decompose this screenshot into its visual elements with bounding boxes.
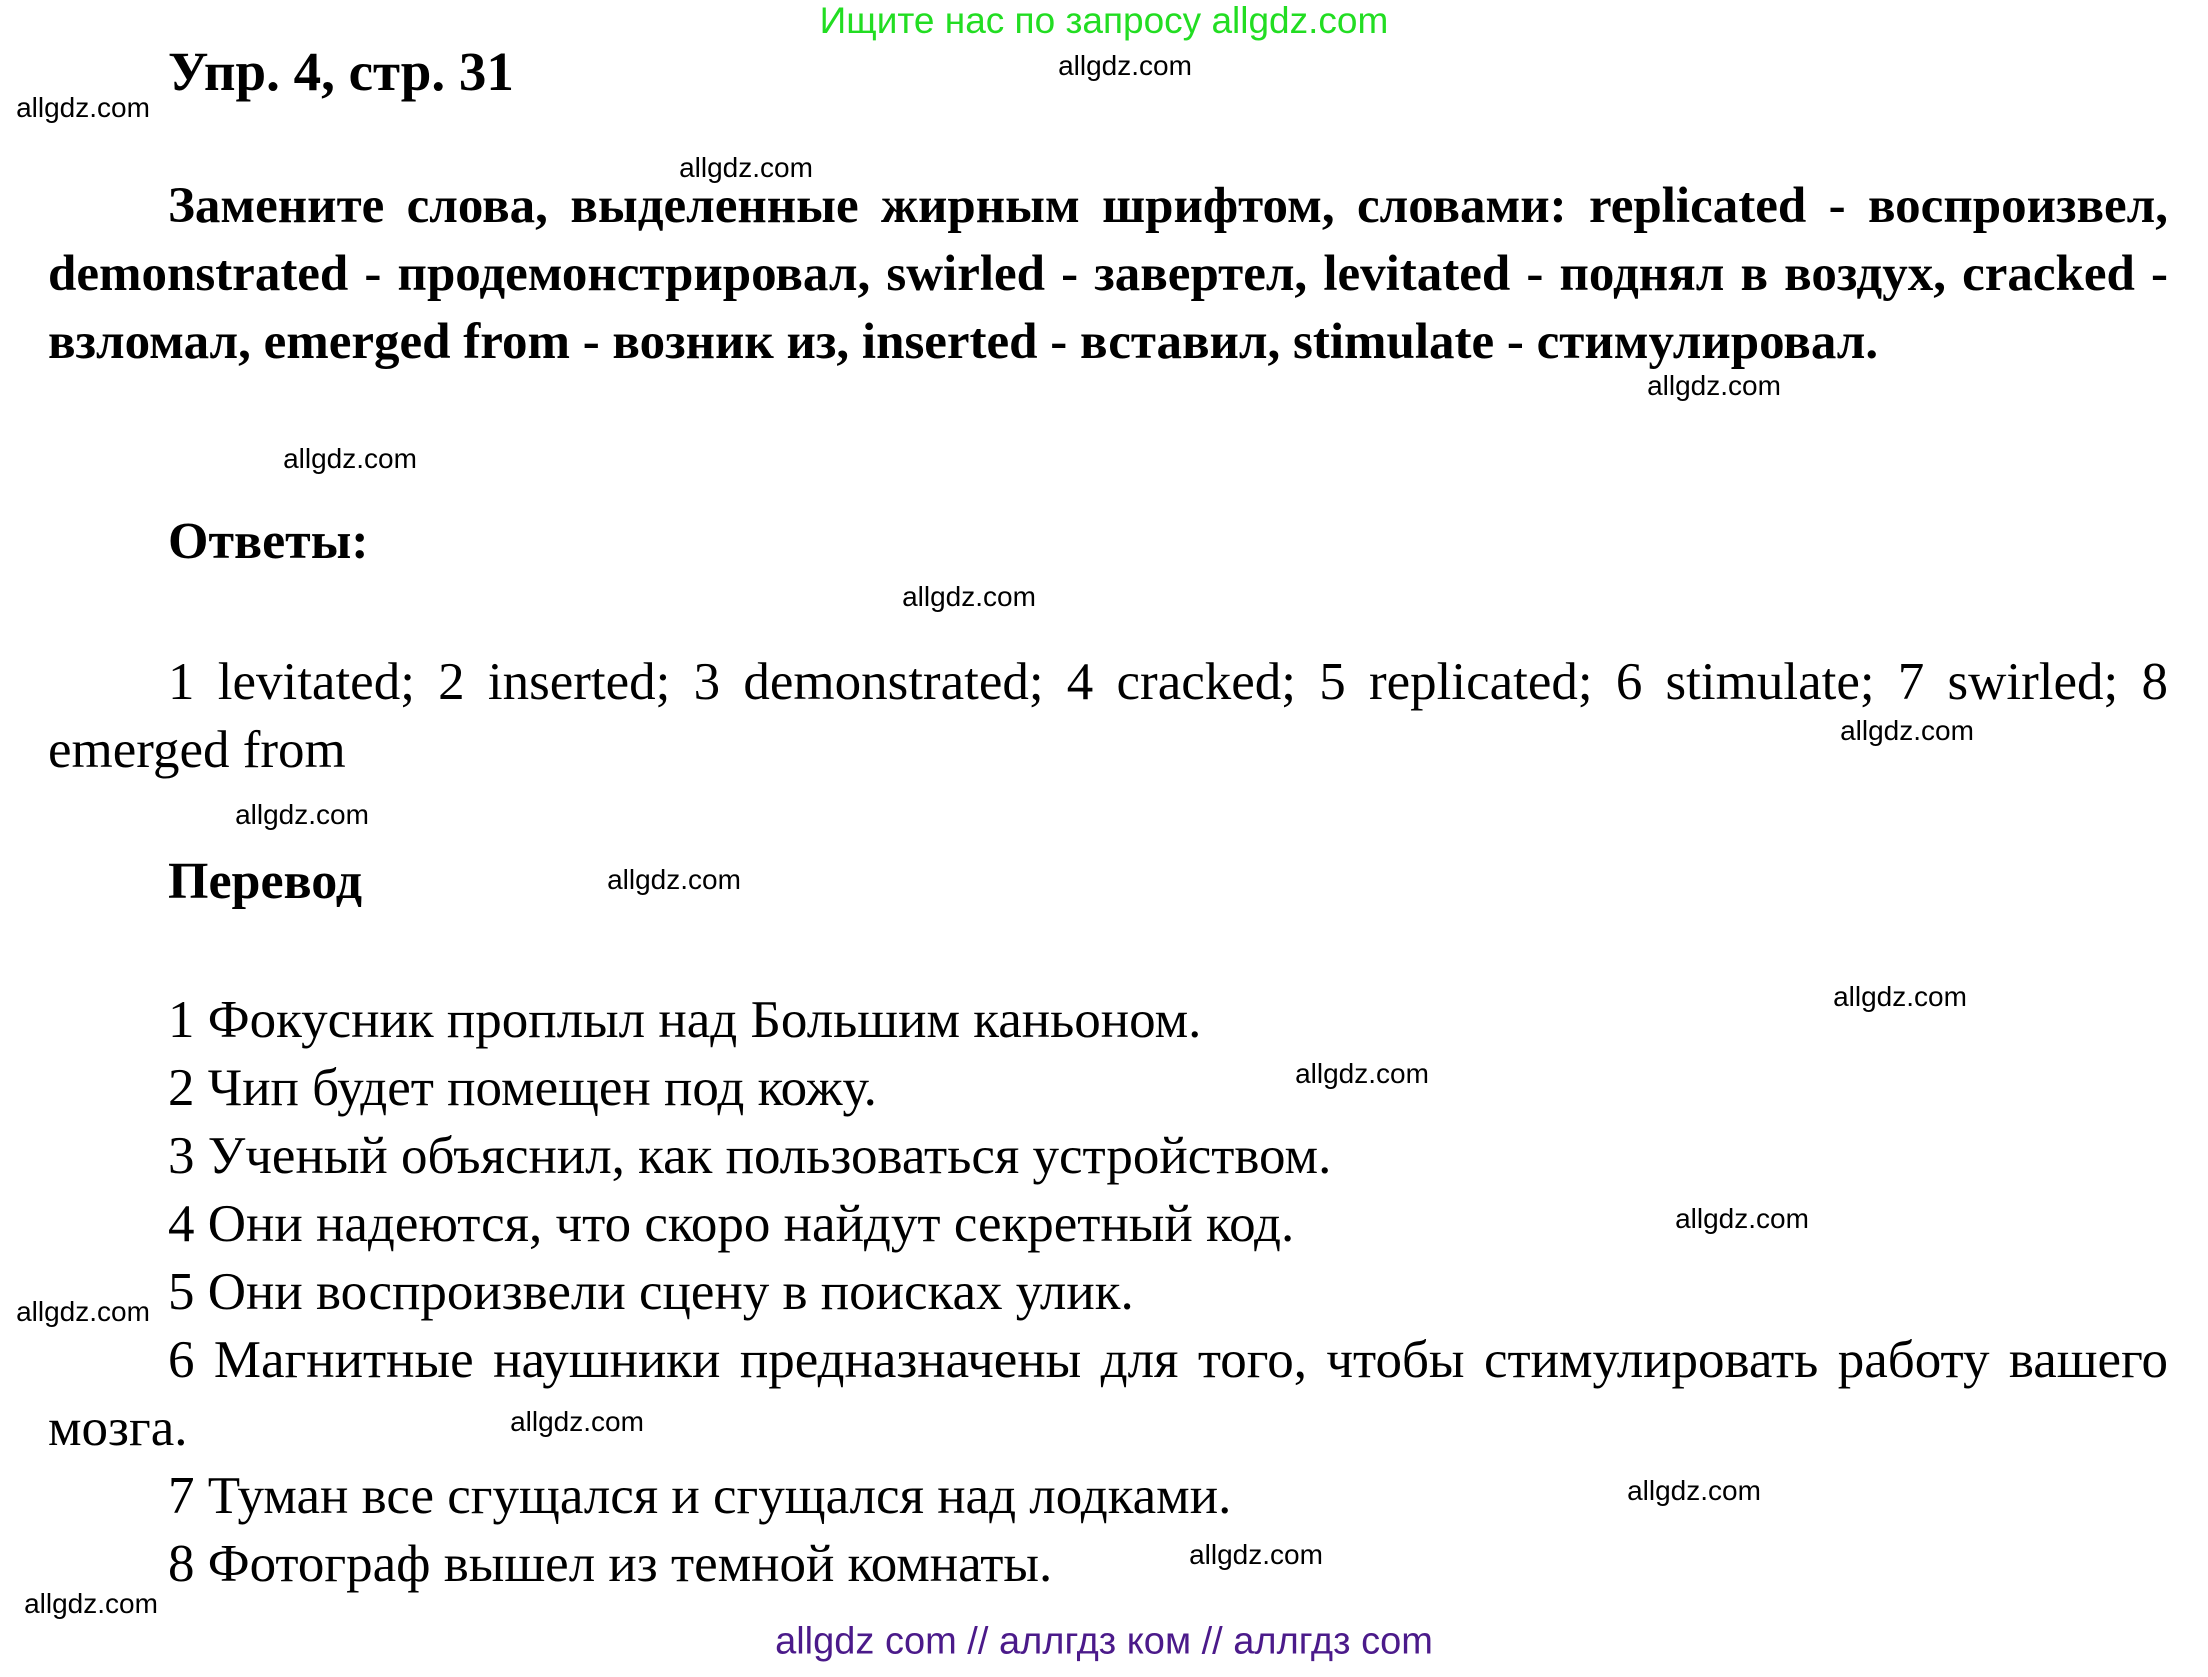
page-title: Упр. 4, стр. 31 — [168, 41, 514, 102]
watermark: allgdz.com — [24, 1588, 158, 1619]
watermark: allgdz.com — [1840, 715, 1974, 746]
watermark: allgdz.com — [1058, 50, 1192, 81]
watermark: allgdz.com — [16, 92, 150, 123]
translation-item: 5 Они воспроизвели сцену в поисках улик. — [168, 1263, 1134, 1321]
watermark: allgdz.com — [1647, 370, 1781, 401]
watermark: allgdz.com — [1189, 1539, 1323, 1570]
watermark: allgdz.com — [902, 581, 1036, 612]
translation-heading: Перевод — [168, 853, 363, 910]
answers-text: 1 levitated; 2 inserted; 3 demonstrated; 4 cracked; 5 replicated; 6 stimulate; 7 swirled; 8 emerged from — [48, 653, 2168, 779]
watermark: allgdz.com — [1675, 1203, 1809, 1234]
translation-item: 3 Ученый объяснил, как пользоваться устройством. — [168, 1127, 1332, 1185]
translation-list — [48, 986, 2168, 1598]
watermark: allgdz.com — [510, 1406, 644, 1437]
watermark: allgdz.com — [235, 799, 369, 830]
translation-item: 8 Фотограф вышел из темной комнаты. — [168, 1535, 1053, 1593]
translation-item: 7 Туман все сгущался и сгущался над лодками. — [168, 1467, 1232, 1525]
translation-item: 2 Чип будет помещен под кожу. — [168, 1059, 877, 1117]
watermark: allgdz.com — [1627, 1475, 1761, 1506]
translation-item: 4 Они надеются, что скоро найдут секретный код. — [168, 1195, 1295, 1253]
watermark: allgdz.com — [283, 443, 417, 474]
translation-item: 6 Магнитные наушники предназначены для того, чтобы стимулировать работу вашего мозга. — [48, 1331, 2168, 1457]
footer-links: allgdz com // аллгдз ком // аллгдз com — [775, 1620, 1433, 1663]
watermark: allgdz.com — [1833, 981, 1967, 1012]
task-text: Замените слова, выделенные жирным шрифтом, словами: replicated - воспроизвел, demonstrated - продемонстрировал, swirled - завертел, levitated - поднял в воздух, cracked - взломал, emerged from - возник из, inserted - вставил, stimulate - стимулировал. — [48, 178, 2168, 370]
translation-item: 1 Фокусник проплыл над Большим каньоном. — [168, 991, 1202, 1049]
watermark: allgdz.com — [607, 864, 741, 895]
watermark: allgdz.com — [1295, 1058, 1429, 1089]
watermark: allgdz.com — [679, 152, 813, 183]
watermark: allgdz.com — [16, 1296, 150, 1327]
answers-heading: Ответы: — [168, 513, 369, 570]
search-banner: Ищите нас по запросу allgdz.com — [819, 0, 1389, 41]
